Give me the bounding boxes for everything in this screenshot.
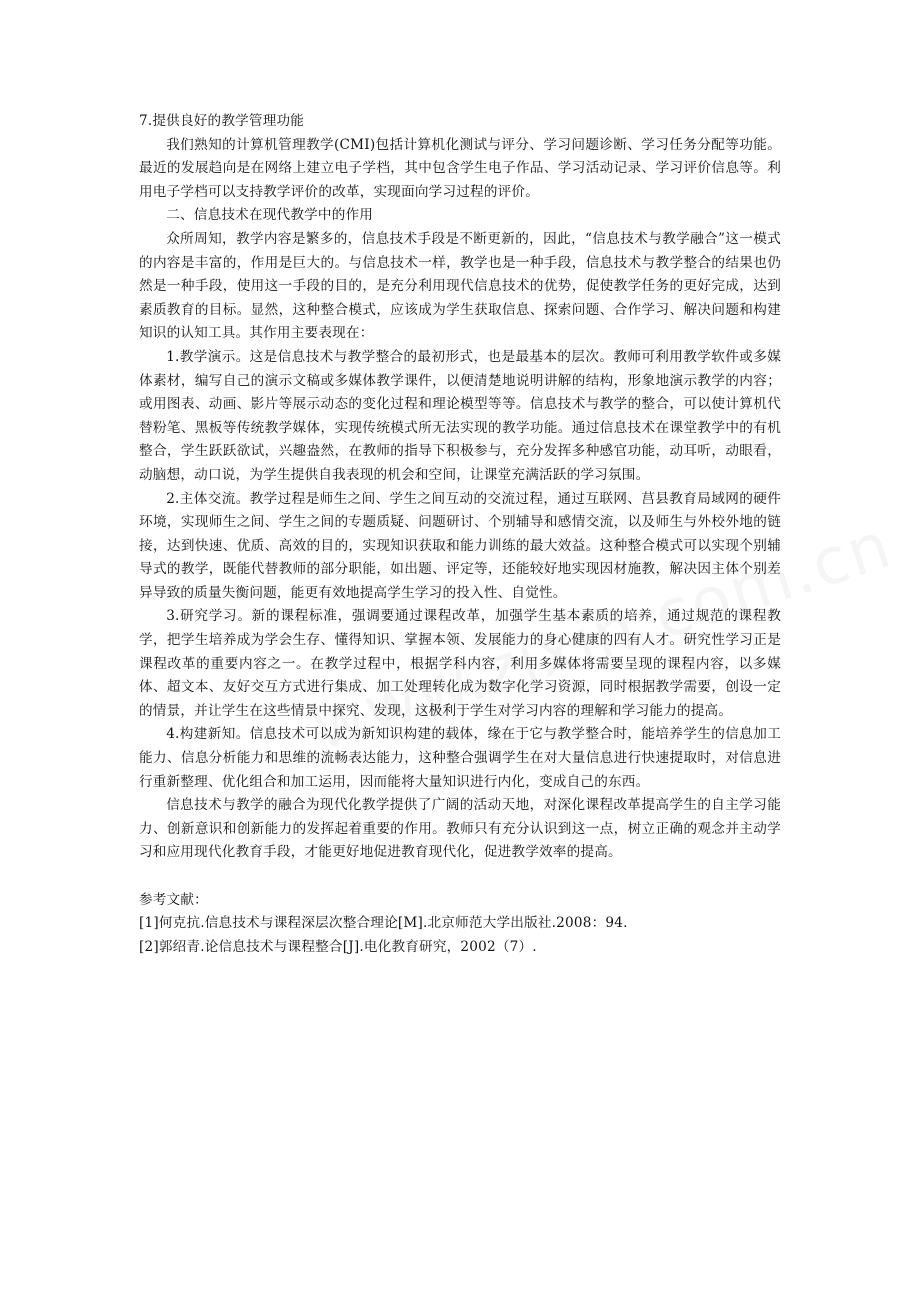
paragraph-item-2: 2.主体交流。教学过程是师生之间、学生之间互动的交流过程，通过互联网、莒县教育局域网的硬件环境，实现师生之间、学生之间的专题质疑、问题研讨、个别辅导和感情交流，以及师生与外校外地的链接，达到快速、优质、高效的目的，实现知识获取和能力训练的最大效益。这种整合模式可以实现个别辅导式的教学，既能代替教师的部分职能，如出题、评定等，还能较好地实现因材施教，解决因主体个别差异导致的质量失衡问题，能更有效地提高学生学习的投入性、自觉性。 — [139, 490, 781, 601]
paragraph-conclusion: 信息技术与教学的融合为现代化教学提供了广阔的活动天地，对深化课程改革提高学生的自主学习能力、创新意识和创新能力的发挥起着重要的作用。教师只有充分认识到这一点，树立正确的观念并主动学习和应用现代化教育手段，才能更好地促进教育现代化，促进教学效率的提高。 — [139, 797, 781, 861]
references-heading: 参考文献： — [139, 891, 208, 908]
paragraph-item-4: 4.构建新知。信息技术可以成为新知识构建的载体，缘在于它与教学整合时，能培养学生的信息加工能力、信息分析能力和思维的流畅表达能力，这种整合强调学生在对大量信息进行快速提取时，对信息进行重新整理、优化组合和加工运用，因而能将大量知识进行内化，变成自己的东西。 — [139, 726, 781, 790]
reference-item: [1]何克抗.信息技术与课程深层次整合理论[M].北京师范大学出版社.2008：94. — [139, 915, 628, 932]
section-heading-7: 7.提供良好的教学管理功能 — [139, 113, 305, 129]
paragraph-item-3: 3.研究学习。新的课程标准，强调要通过课程改革，加强学生基本素质的培养，通过规范的课程教学，把学生培养成为学会生存、懂得知识、掌握本领、发展能力的身心健康的四有人才。研究性学习正是课程改革的重要内容之一。在教学过程中，根据学科内容，利用多媒体将需要呈现的课程内容，以多媒体、超文本、友好交互方式进行集成、加工处理转化成为数字化学习资源，同时根据教学需要，创设一定的情景，并让学生在这些情景中探究、发现，这极利于学生对学习内容的理解和学习能力的提高。 — [139, 608, 781, 719]
paragraph-intro: 众所周知，教学内容是繁多的，信息技术手段是不断更新的，因此，“信息技术与教学融合”这一模式的内容是丰富的，作用是巨大的。与信息技术一样，教学也是一种手段，信息技术与教学整合的结果也仍然是一种手段，使用这一手段的目的，是充分利用现代信息技术的优势，促使教学任务的更好完成，达到素质教育的目标。显然，这种整合模式，应该成为学生获取信息、探索问题、合作学习、解决问题和构建知识的认知工具。其作用主要表现在： — [139, 230, 781, 342]
reference-item: [2]郭绍青.论信息技术与课程整合[J].电化教育研究，2002（7）. — [139, 938, 537, 955]
paragraph-cmi: 我们熟知的计算机管理教学(CMI)包括计算机化测试与评分、学习问题诊断、学习任务分配等功能。最近的发展趋向是在网络上建立电子学档，其中包含学生电子作品、学习活动记录、学习评价信息等。利用电子学档可以支持教学评价的改革，实现面向学习过程的评价。 — [139, 136, 781, 200]
document-body — [139, 110, 781, 959]
section-heading-2: 二、信息技术在现代教学中的作用 — [166, 207, 374, 224]
paragraph-item-1: 1.教学演示。这是信息技术与教学整合的最初形式，也是最基本的层次。教师可利用教学软件或多媒体素材，编写自己的演示文稿或多媒体教学课件，以便清楚地说明讲解的结构，形象地演示教学的内容；或用图表、动画、影片等展示动态的变化过程和理论模型等等。信息技术与教学的整合，可以使计算机代替粉笔、黑板等传统教学媒体，实现传统模式所无法实现的教学功能。通过信息技术在课堂教学中的有机整合，学生跃跃欲试，兴趣盎然，在教师的指导下积极参与，充分发挥多种感官功能，动耳听，动眼看，动脑想，动口说，为学生提供自我表现的机会和空间，让课堂充满活跃的学习氛围。 — [139, 348, 781, 483]
